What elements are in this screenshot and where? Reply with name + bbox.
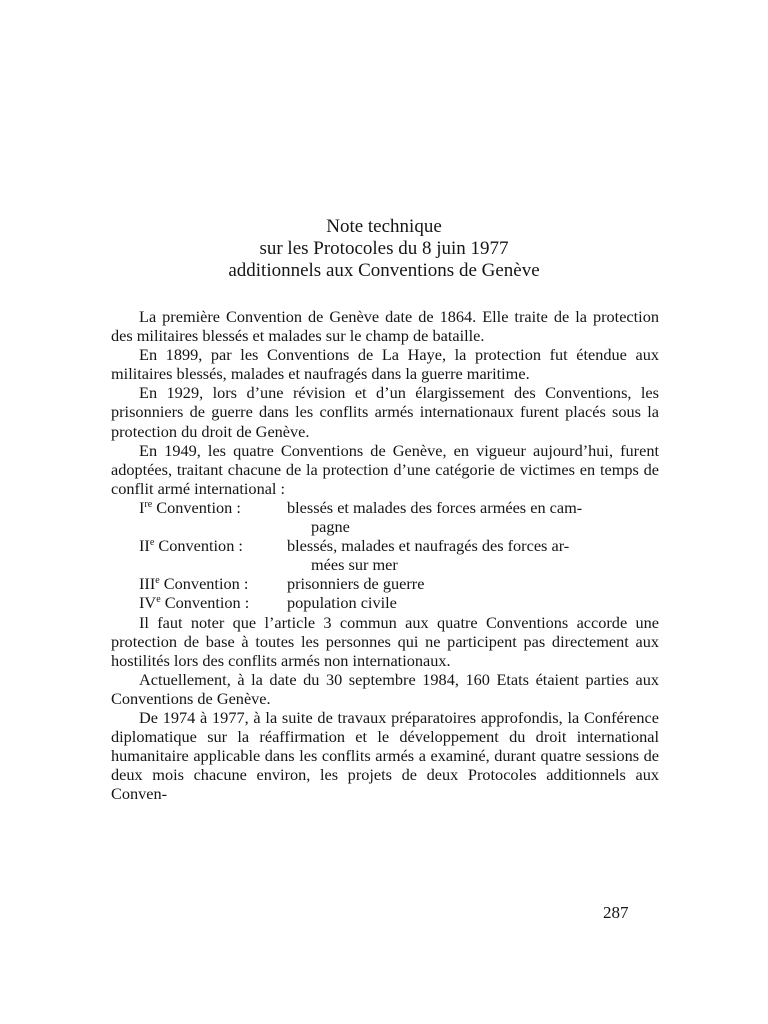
convention-description: blessés, malades et naufragés des forces ar- mées sur mer <box>287 536 570 575</box>
paragraph-1929: En 1929, lors d’une révision et d’un élargissement des Conventions, les prisonniers de guerre dans les conflits armés internationaux furent placés sous la protection du droit de Genève. <box>111 383 659 441</box>
paragraph-1984: Actuellement, à la date du 30 septembre 1984, 160 Etats étaient parties aux Conventions de Genève. <box>111 669 659 708</box>
convention-label: IIe Convention : <box>139 536 243 556</box>
convention-label: IIIe Convention : <box>139 574 249 594</box>
document-title <box>0 216 768 282</box>
paragraph-1899: En 1899, par les Conventions de La Haye, la protection fut étendue aux militaires blessés, malades et naufragés dans la guerre maritime. <box>111 345 659 384</box>
conventions-list <box>111 498 659 613</box>
convention-description: prisonniers de guerre <box>287 574 425 594</box>
title-line-3: additionnels aux Conventions de Genève <box>228 260 540 281</box>
convention-label: IVe Convention : <box>139 593 250 613</box>
list-item <box>139 536 659 574</box>
page-number: 287 <box>603 903 629 922</box>
paragraph-1949: En 1949, les quatre Conventions de Genève, en vigueur aujourd’hui, furent adoptées, traitant chacune de la protection d’une catégorie de victimes en temps de conflit armé international : <box>111 440 659 498</box>
title-line-2: sur les Protocoles du 8 juin 1977 <box>259 238 509 259</box>
paragraph-article-3: Il faut noter que l’article 3 commun aux quatre Conventions accorde une protection de base à toutes les personnes qui ne participent pas directement aux hostilités lors des conflits armés non internationaux. <box>111 612 659 670</box>
convention-label: Ire Convention : <box>139 497 241 517</box>
paragraph-1864: La première Convention de Genève date de 1864. Elle traite de la protection des militaires blessés et malades sur le champ de bataille. <box>111 307 659 346</box>
convention-description: population civile <box>287 593 397 613</box>
convention-description: blessés et malades des forces armées en cam- pagne <box>287 497 583 537</box>
list-item <box>139 593 659 612</box>
title-line-1: Note technique <box>326 216 442 237</box>
paragraph-1974-1977: De 1974 à 1977, à la suite de travaux préparatoires approfondis, la Conférence diplomatique sur la réaffirmation et le développement du droit international humanitaire applicable dans les conflits armés a examiné, durant quatre sessions de deux mois chacune environ, les projets de deux Protocoles additionnels aux Conven- <box>111 707 659 804</box>
list-item <box>139 574 659 593</box>
list-item <box>139 498 659 536</box>
document-body <box>111 307 659 803</box>
